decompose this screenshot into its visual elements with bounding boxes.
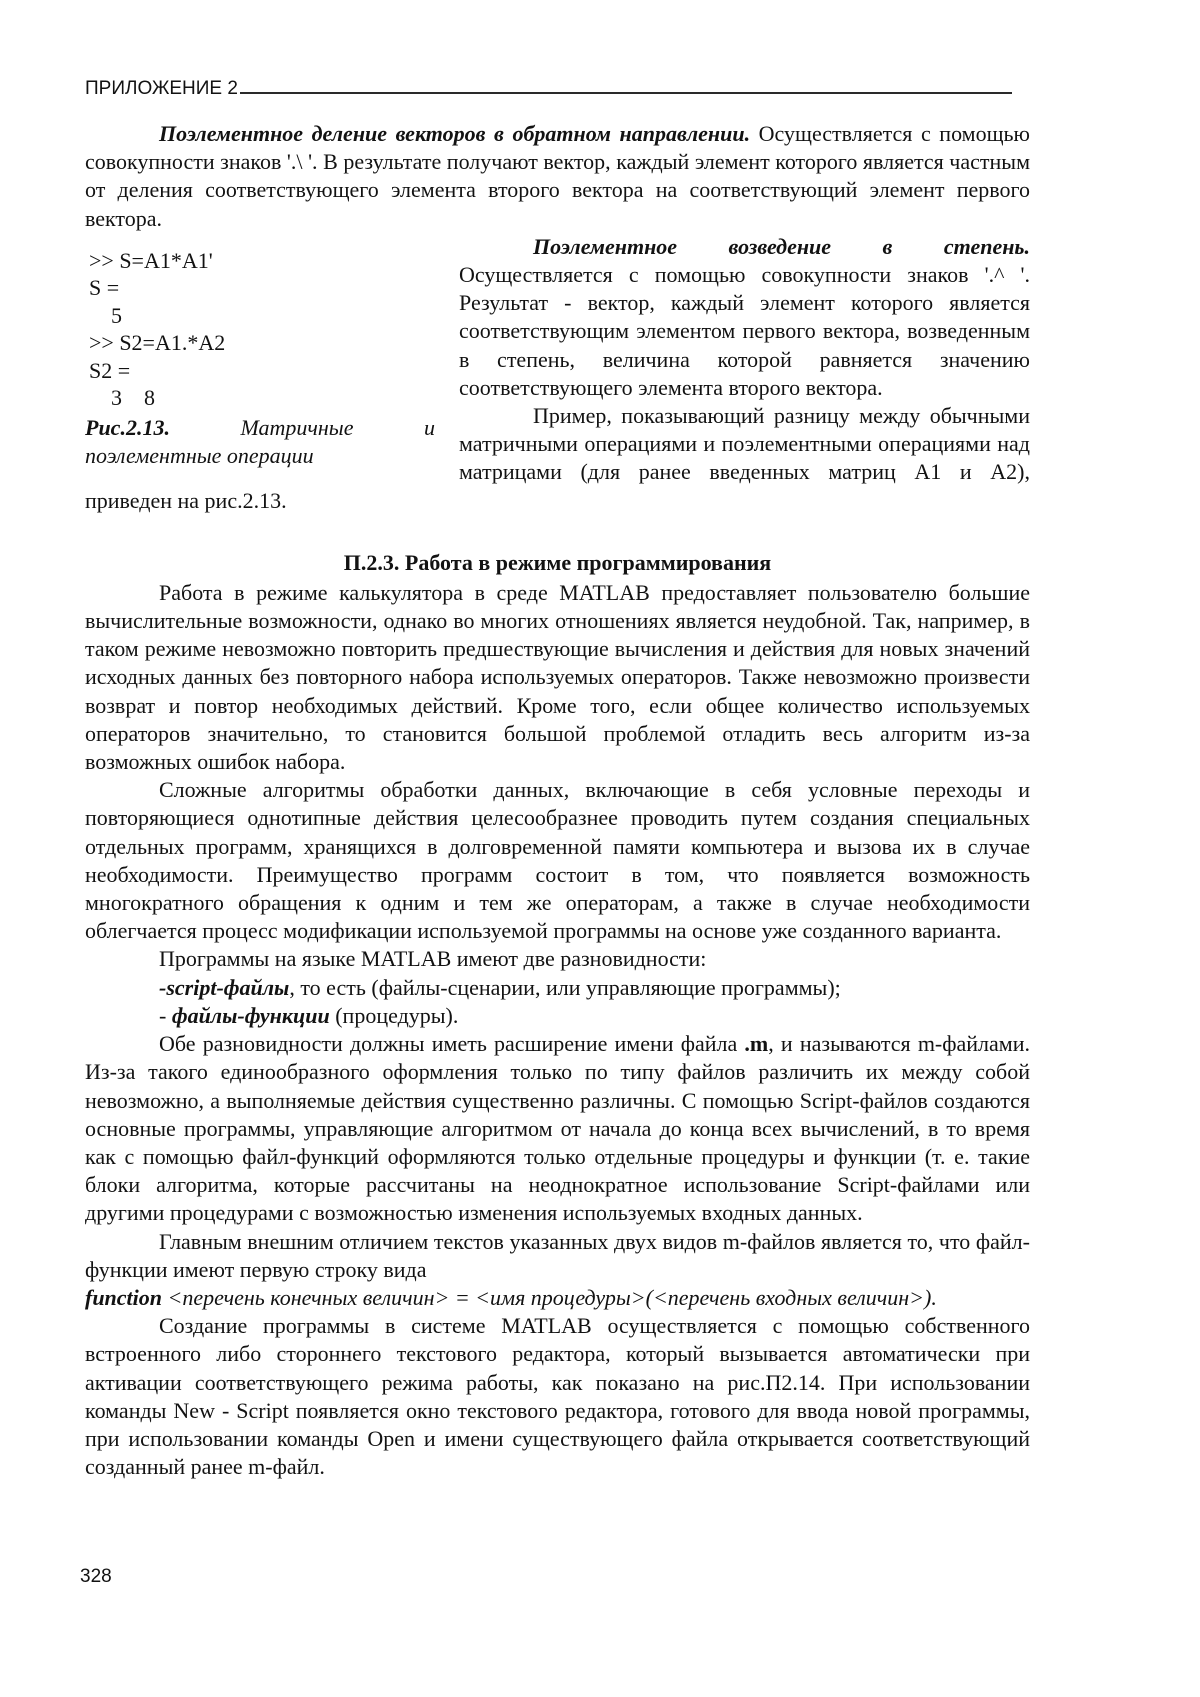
- figure-caption-label: Рис.2.13.: [85, 414, 170, 440]
- list2-term: файлы-функции: [171, 1002, 330, 1028]
- function-keyword: function: [85, 1284, 163, 1310]
- function-signature: <перечень конечных величин> = <имя процедуры>(<перечень входных величин>).: [162, 1284, 937, 1310]
- paragraph-7: Главным внешним отличием текстов указанных двух видов m-файлов является то, что файл-функции имеют первую строку вида: [85, 1228, 1030, 1282]
- power-lead: Поэлементное возведение в степень.: [533, 233, 1030, 259]
- page-content: [85, 78, 1030, 1481]
- figure-caption-word1: Матричные: [240, 414, 354, 440]
- example-paragraph: Пример, показывающий разницу между обычными матричными операциями и поэлементными операциями над матрицами (для ранее введенных матриц А1 и А2), приведен на рис.2.13.: [85, 403, 1030, 513]
- intro-rest: Осуществляется с помощью совокупности знаков '.\ '. В результате получают вектор, каждый элемент которого является частным от деления соответствующего элемента второго вектора на соответствующий элемент первого вектора.: [85, 121, 1030, 231]
- page-number: 328: [80, 1566, 112, 1587]
- power-paragraph: Осуществляется с помощью совокупности знаков '.^ '. Результат - вектор, каждый элемент которого является соответствующим элементом первого вектора, возведенным в степень, величина которой равняется значению соответствующего элемента второго вектора.: [459, 262, 1030, 400]
- figure-caption-line2: поэлементные операции: [85, 442, 314, 468]
- matlab-code-listing: >> S=A1*A1' S = 5 >> S2=A1.*A2 S2 = 3 8: [89, 247, 226, 411]
- list1-rest: , то есть (файлы-сценарии, или управляющие программы);: [289, 974, 841, 1000]
- p6-run3: , и называются m-файлами. Из-за такого единообразного оформления только по типу файлов различить их между собой невозможно, а выполняемые действия существенно различны. С помощью Script-файлов создаются основные программы, управляющие алгоритмом от начала до конца всех вычислений, в то время как с помощью файл-функций оформляются только отдельные процедуры и функции (т. е. такие блоки алгоритма, которые рассчитаны на неоднократное использование Script-файлами или другими процедурами с возможностью изменения используемых входных данных.: [85, 1031, 1030, 1226]
- paragraph-9: Создание программы в системе MATLAB осуществляется с помощью собственного встроенного либо стороннего текстового редактора, который вызывается автоматически при активации соответствующего режима работы, как показано на рис.П2.14. При использовании команды New - Script появляется окно текстового редактора, готового для ввода новой программы, при использовании команды Open и имени существующего файла открывается соответствующий созданный ранее m-файл.: [85, 1313, 1030, 1480]
- intro-paragraph: [85, 120, 1030, 233]
- header-title: ПРИЛОЖЕНИЕ 2: [85, 78, 238, 99]
- intro-lead: Поэлементное деление векторов в обратном направлении.: [159, 121, 751, 146]
- function-signature-line: [85, 1284, 1030, 1312]
- list1-term: -script-файлы: [159, 974, 290, 1000]
- list2-rest: (процедуры).: [329, 1002, 459, 1028]
- figure-caption-line1: [85, 414, 435, 442]
- list-item-script-files: [85, 974, 1030, 1002]
- p6-m-extension: .m: [744, 1031, 769, 1057]
- figure-caption-word2: и: [424, 414, 435, 440]
- paragraph-6: [85, 1030, 1030, 1227]
- list2-dash: -: [159, 1002, 172, 1028]
- p6-run1: Обе разновидности должны иметь расширение имени файла: [159, 1031, 745, 1057]
- section-heading: П.2.3. Работа в режиме программирования: [343, 549, 772, 575]
- page-header: [85, 78, 1030, 100]
- paragraph-1: Работа в режиме калькулятора в среде MATLAB предоставляет пользователю большие вычислительные возможности, однако во многих отношениях является неудобной. Так, например, в таком режиме невозможно повторить предшествующие вычисления и действия для новых значений исходных данных без повторного набора используемых операторов. Также невозможно произвести возврат и повтор необходимых действий. Кроме того, если общее количество используемых операторов значительно, то становится большой проблемой отладить весь алгоритм из-за возможных ошибок набора.: [85, 579, 1030, 775]
- figure-2-13: [85, 237, 435, 470]
- list-item-function-files: [85, 1002, 1030, 1030]
- paragraph-2: Сложные алгоритмы обработки данных, включающие в себя условные переходы и повторяющиеся однотипные действия целесообразнее проводить путем создания специальных отдельных программ, хранящихся в долговременной памяти компьютера и вызова их в случае необходимости. Преимущество программ состоит в том, что появляется возможность многократного обращения к одним и тем же операторам, а также в случае необходимости облегчается процесс модификации используемой программы на основе уже созданного варианта.: [85, 777, 1030, 944]
- paragraph-3: Программы на языке MATLAB имеют две разновидности:: [159, 946, 707, 972]
- header-rule: [240, 91, 1012, 94]
